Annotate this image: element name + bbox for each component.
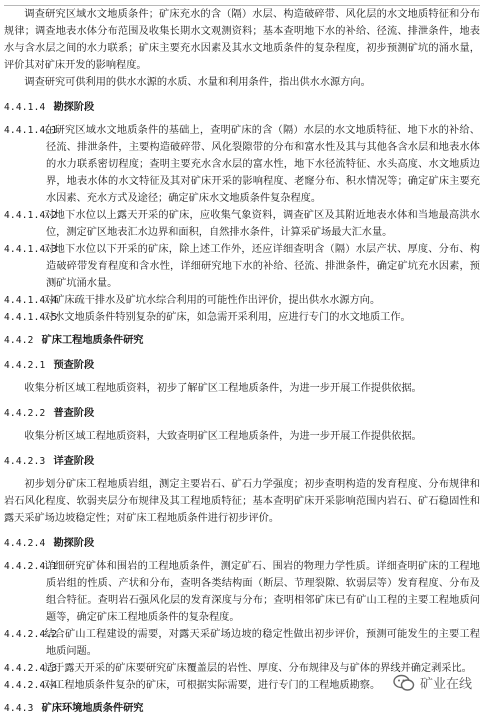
item-number: 4.4.1.4.1 <box>4 125 58 136</box>
section-number: 4.4.2 <box>4 335 34 346</box>
item-number: 4.4.1.4.4 <box>4 295 58 306</box>
section-title: 勘探阶段 <box>53 537 95 549</box>
paragraph-water-supply: 调查研究可供利用的供水水源的水质、水量和利用条件，指出供水水源方向。 <box>24 77 371 88</box>
section-title: 详查阶段 <box>53 455 95 467</box>
item-number: 4.4.2.4.4 <box>4 680 58 691</box>
section-number: 4.4.2.2 <box>4 408 46 419</box>
item-text: 对矿床疏干排水及矿坑水综合利用的可能性作出评价，提出供水水源方向。 <box>44 295 381 306</box>
item-text: 对工程地质条件复杂的矿床，可根据实际需要，进行专门的工程地质勘察。 <box>44 680 381 691</box>
watermark-text: 矿业在线 <box>419 677 472 692</box>
watermark <box>393 673 472 692</box>
list-item <box>4 292 480 309</box>
section-heading-4-4-2-3 <box>4 453 480 470</box>
item-number: 4.4.2.4.3 <box>4 663 58 674</box>
item-number: 4.4.2.4.2 <box>4 629 58 640</box>
section-title: 勘探阶段 <box>53 101 95 113</box>
list-item <box>4 241 480 292</box>
wechat-icon <box>393 674 415 692</box>
paragraph-general-survey: 收集分析区域工程地质资料，大致查明矿区工程地质条件，为进一步开展工作提供依据。 <box>24 431 422 442</box>
list-item <box>4 626 480 660</box>
item-text: 结合矿山工程建设的需要，对露天采矿场边坡的稳定性做出初步评价，预测可能发生的主要工程地质问题。 <box>44 629 480 657</box>
list-item <box>4 309 480 326</box>
section-heading-4-4-2-1 <box>4 357 480 374</box>
section-title: 矿床环境地质条件研究 <box>41 702 144 714</box>
item-number: 4.4.1.4.5 <box>4 312 58 323</box>
item-text: 适于露天开采的矿床要研究矿床覆盖层的岩性、厚度、分布规律及与矿体的界线并确定剥采比。 <box>44 663 472 674</box>
list-item <box>4 207 480 241</box>
section-heading-4-4-2 <box>4 332 480 349</box>
item-text: 对地下水位以上露天开采的矿床，应收集气象资料，调查矿区及其附近地表水体和当地最高洪水位，测定矿区地表汇水边界和面积，自然排水条件，计算采矿场最大汇水量。 <box>44 210 480 238</box>
item-text: 对地下水位以下开采的矿床，除上述工作外，还应详细查明含（隔）水层产状、厚度、分布、构造破碎带发育程度和含水性，详细研究地下水的补给、径流、排泄条件，确定矿坑充水因素，预测矿坑涌水量。 <box>44 244 480 289</box>
item-number: 4.4.2.4.1 <box>4 561 58 572</box>
section-number: 4.4.2.3 <box>4 456 46 467</box>
section-number: 4.4.2.4 <box>4 538 46 549</box>
item-number: 4.4.1.4.2 <box>4 210 58 221</box>
section-title: 普查阶段 <box>53 407 95 419</box>
item-text: 在研究区域水文地质条件的基础上，查明矿床的含（隔）水层的水文地质特征、地下水的补给、径流、排泄条件，主要构造破碎带、风化裂隙带的分布和富水性及其与其他各含水层和地表水体的水力联系密切程度；查明主要充水含水层的富水性，地下水径流特征、水头高度、水文地质边界，地表水体的水文特征及其对矿床开采的影响程度、老窿分布、积水情况等；确定矿床主要充水因素、充水方式及途径；确定矿床水文地质条件复杂程度。 <box>44 125 480 204</box>
paragraph-detailed-survey: 初步划分矿床工程地质岩组，测定主要岩石、矿石力学强度；初步查明构造的发育程度、分布规律和岩石风化程度、软弱夹层分布规律及其工程地质特征；基本查明矿床开采影响范围内岩石、矿石稳固性和露天采矿场边坡稳定性；对矿床工程地质条件进行初步评价。 <box>4 479 480 524</box>
section-number: 4.4.1.4 <box>4 102 46 113</box>
section-title: 预查阶段 <box>53 359 95 371</box>
section-number: 4.4.3 <box>4 703 34 714</box>
item-text: 详细研究矿体和围岩的工程地质条件，测定矿石、围岩的物理力学性质。详细查明矿床的工程地质岩组的性质、产状和分布，查明各类结构面（断层、节理裂隙、软弱层等）发育程度、分布及组合特征。查明岩石强风化层的发育深度与分布；查明相邻矿床已有矿山工程的主要工程地质问题等，确定矿床工程地质条件的复杂程度。 <box>44 561 480 623</box>
list-item <box>4 122 480 207</box>
section-heading-4-4-1-4 <box>4 99 480 116</box>
item-text: 对水文地质条件特别复杂的矿床，如急需开采利用，应进行专门的水文地质工作。 <box>44 312 411 323</box>
paragraph-prospecting: 收集分析区域工程地质资料，初步了解矿区工程地质条件，为进一步开展工作提供依据。 <box>24 383 422 394</box>
section-title: 矿床工程地质条件研究 <box>41 334 144 346</box>
section-number: 4.4.2.1 <box>4 360 46 371</box>
item-number: 4.4.1.4.3 <box>4 244 58 255</box>
section-heading-4-4-2-4 <box>4 535 480 552</box>
paragraph-hydro-survey: 调查研究区域水文地质条件；矿床充水的含（隔）水层、构造破碎带、风化层的水文地质特征和分布规律；调查地表水体分布范围及收集长期水文观测资料；基本查明地下水的补给、径流、排泄条件，地表水与含水层之间的水力联系；矿床主要充水因素及其水文地质条件的复杂程度，初步预测矿坑的涌水量，评价其对矿床开发的影响程度。 <box>4 9 480 71</box>
section-heading-4-4-3 <box>4 700 480 717</box>
list-item <box>4 558 480 626</box>
section-heading-4-4-2-2 <box>4 405 480 422</box>
